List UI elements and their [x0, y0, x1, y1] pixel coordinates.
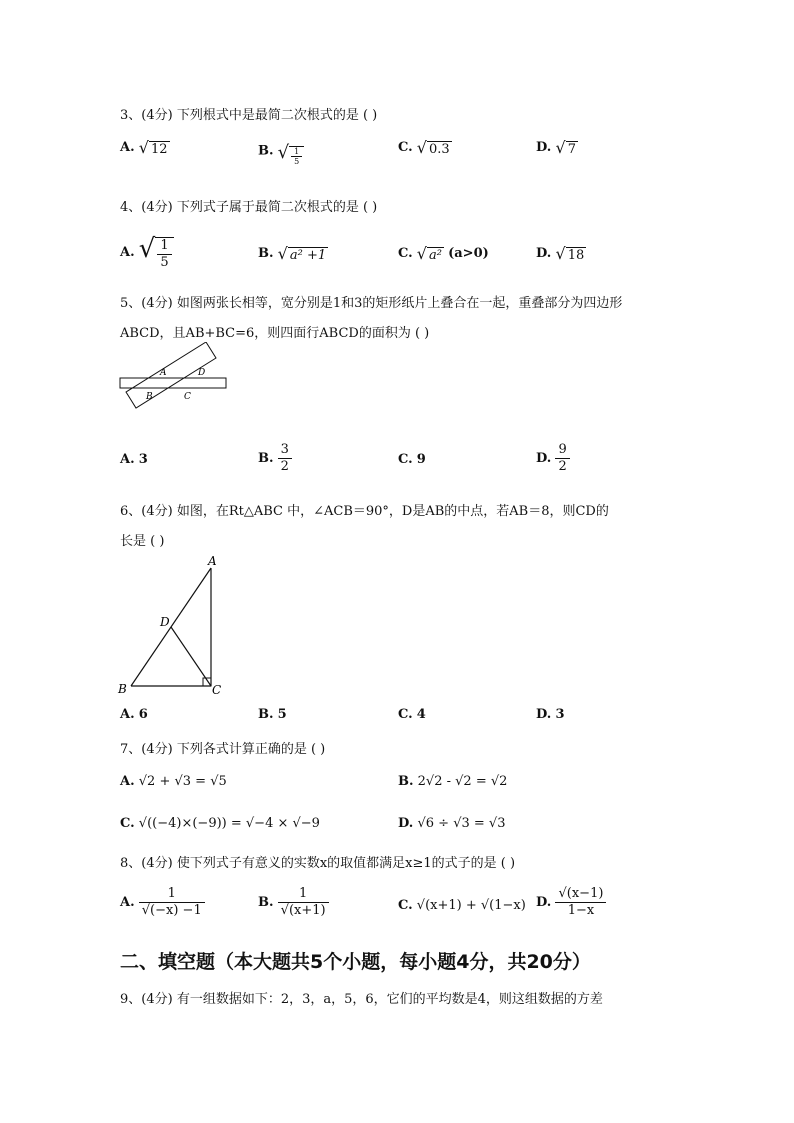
q8-option-a[interactable]: A. $\frac{1}{√(-x) -1}$ — [120, 886, 205, 919]
q5-label-b: B — [146, 392, 153, 402]
q5-stem-line1: 5、(4分) 如图两张长相等，宽分别是1和3的矩形纸片上叠合在一起，重叠部分为四边形 — [120, 296, 623, 311]
q7-option-c[interactable]: C. √((−4)×(−9)) = √−4 × √−9 — [120, 816, 320, 831]
q6-label-a: A — [208, 554, 217, 568]
q4-option-b[interactable]: B. √ a² +1 — [258, 244, 327, 263]
q6-label-c: C — [212, 683, 222, 697]
q3-option-d[interactable]: D. √ 7 — [536, 138, 576, 157]
q6-label-b: B — [118, 682, 127, 696]
q4-option-c[interactable]: C. √ a² (a>0) — [398, 244, 489, 263]
q5-option-c[interactable]: C. 9 — [398, 452, 426, 467]
q5-label-a: A — [160, 368, 167, 378]
q3-option-a[interactable]: A. √ 12 — [120, 138, 168, 157]
q8-stem: 8、(4分) 使下列式子有意义的实数x的取值都满足x≥1的式子的是 ( ) — [120, 856, 516, 871]
q8-option-d[interactable]: D. $\frac{√(x-1)}{1-x}$ — [536, 886, 606, 919]
q5-label-d: D — [198, 368, 206, 378]
section-2-heading: 二、填空题（本大题共5个小题，每小题4分，共20分） — [120, 951, 591, 973]
q5-option-d[interactable]: D. $\frac{9}{2}$ — [536, 442, 570, 475]
q8-option-b[interactable]: B. $\frac{1}{√(x+1)}$ — [258, 886, 329, 919]
q6-figure-right-triangle — [114, 552, 234, 700]
q6-option-d[interactable]: D. 3 — [536, 707, 565, 722]
q7-option-b[interactable]: B. 2√2 - √2 = √2 — [398, 774, 508, 789]
q3-option-c[interactable]: C. √ 0.3 — [398, 138, 450, 157]
q7-stem: 7、(4分) 下列各式计算正确的是 ( ) — [120, 742, 326, 757]
q9-stem: 9、(4分) 有一组数据如下：2，3，a，5，6，它们的平均数是4，则这组数据的方差 — [120, 992, 603, 1007]
q4-stem: 4、(4分) 下列式子属于最简二次根式的是 ( ) — [120, 200, 378, 215]
q6-stem-line2: 长是 ( ) — [120, 534, 165, 549]
q7-option-d[interactable]: D. √6 ÷ √3 = √3 — [398, 816, 506, 831]
q6-option-c[interactable]: C. 4 — [398, 707, 426, 722]
q7-option-a[interactable]: A. √2 + √3 = √5 — [120, 774, 227, 789]
q5-figure-overlapping-rectangles — [116, 342, 232, 412]
q6-stem-line1: 6、(4分) 如图，在Rt△ABC 中，∠ACB＝90°，D是AB的中点，若AB＝8，则CD的 — [120, 504, 609, 519]
q5-stem-line2: ABCD，且AB+BC=6，则四面行ABCD的面积为 ( ) — [120, 326, 430, 341]
q8-option-c[interactable]: C. √(x+1) + √(1−x) — [398, 898, 526, 913]
q5-option-b[interactable]: B. $\frac{3}{2}$ — [258, 442, 292, 475]
q5-label-c: C — [184, 392, 191, 402]
q4-option-a[interactable]: A. √ $\frac{1}{5}$ — [120, 234, 174, 271]
q4-option-d[interactable]: D. √ 18 — [536, 244, 585, 263]
q6-label-d: D — [160, 615, 170, 629]
q5-option-a[interactable]: A. 3 — [120, 452, 148, 467]
q3-option-b[interactable]: B. √ $\frac{1}{5}$ — [258, 136, 304, 166]
q3-stem: 3、(4分) 下列根式中是最简二次根式的是 ( ) — [120, 108, 378, 123]
q6-option-b[interactable]: B. 5 — [258, 707, 287, 722]
q6-option-a[interactable]: A. 6 — [120, 707, 148, 722]
